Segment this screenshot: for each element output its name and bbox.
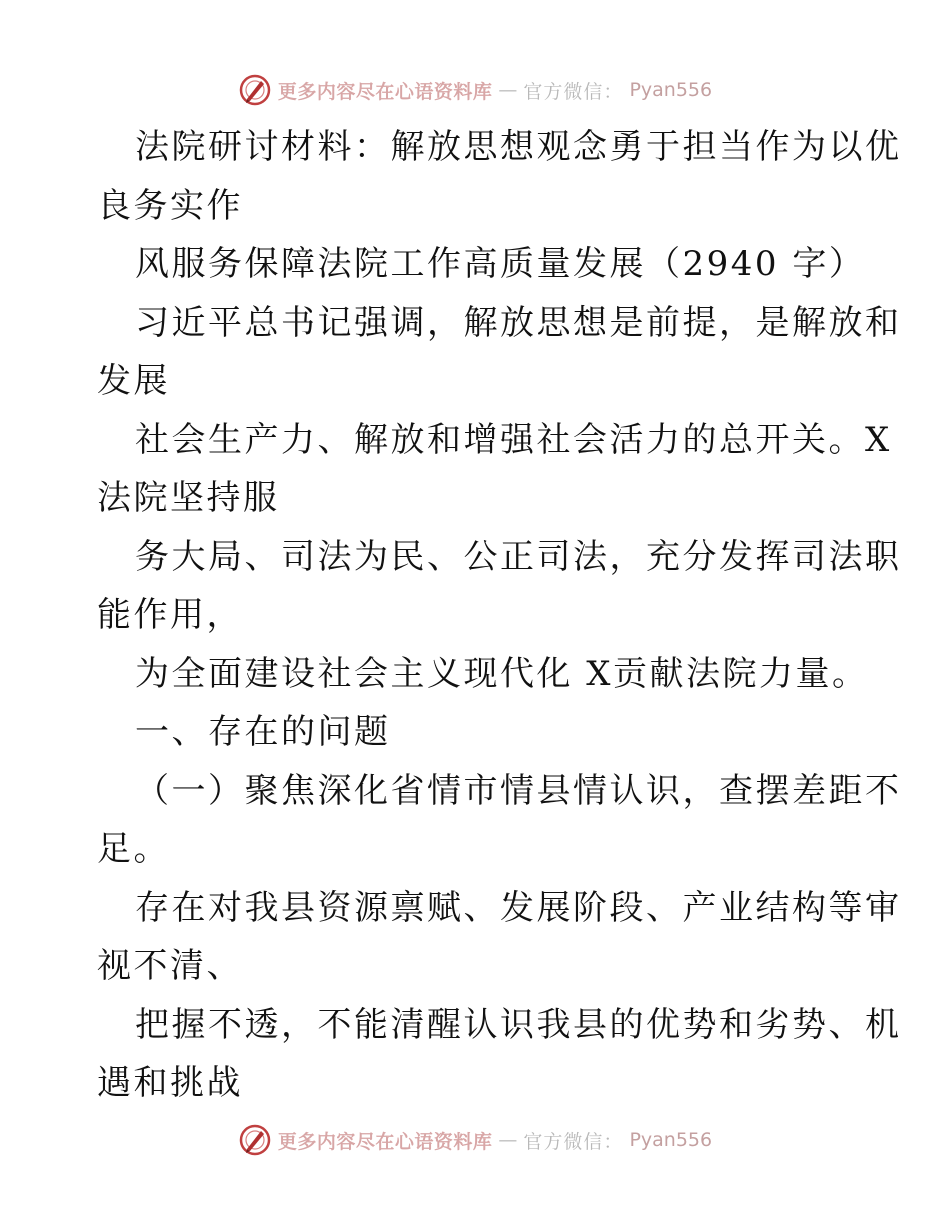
footer-watermark bbox=[0, 1120, 950, 1160]
doc-line: 发展 bbox=[97, 361, 170, 401]
doc-line: 把握不透，不能清醒认识我县的优势和劣势、机 bbox=[135, 1004, 902, 1045]
doc-line: 良务实作 bbox=[97, 185, 243, 226]
document-body bbox=[97, 118, 902, 1113]
doc-line: 为全面建设社会主义现代化 X贡献法院力量。 bbox=[135, 653, 869, 694]
footer-watermark-wechat-id: Pyan556 bbox=[629, 1129, 713, 1151]
header-watermark-wechat-label: 官方微信： bbox=[523, 80, 624, 103]
doc-line: 视不清、 bbox=[97, 946, 243, 986]
header-watermark-dash: — bbox=[498, 79, 518, 101]
header-watermark-title: 更多内容尽在心语资料库 bbox=[277, 80, 493, 103]
doc-line: 社会生产力、解放和增强社会活力的总开关。X bbox=[135, 419, 892, 460]
doc-line: 法院坚持服 bbox=[97, 478, 280, 518]
subsection-heading: （一）聚焦深化省情市情县情认识，查摆差距不 bbox=[135, 770, 902, 811]
doc-line: 法院研讨材料：解放思想观念勇于担当作为以优 bbox=[135, 127, 902, 167]
doc-line: 务大局、司法为民、公正司法，充分发挥司法职 bbox=[135, 536, 902, 577]
section-heading: 一、存在的问题 bbox=[135, 712, 391, 752]
pen-seal-icon bbox=[238, 73, 272, 107]
doc-line: 习近平总书记强调，解放思想是前提，是解放和 bbox=[135, 302, 902, 343]
footer-watermark-dash: — bbox=[498, 1129, 518, 1151]
header-watermark-wechat-id: Pyan556 bbox=[629, 79, 713, 101]
footer-watermark-title: 更多内容尽在心语资料库 bbox=[277, 1130, 493, 1153]
footer-watermark-wechat-label: 官方微信： bbox=[523, 1130, 624, 1153]
doc-line: 遇和挑战 bbox=[97, 1063, 243, 1103]
doc-line: 存在对我县资源禀赋、发展阶段、产业结构等审 bbox=[135, 887, 902, 928]
header-watermark bbox=[0, 70, 950, 110]
pen-seal-icon bbox=[238, 1123, 272, 1157]
doc-line: 能作用， bbox=[97, 595, 243, 635]
doc-line: 足。 bbox=[97, 829, 170, 869]
doc-line: 风服务保障法院工作高质量发展（2940 字） bbox=[135, 244, 866, 284]
